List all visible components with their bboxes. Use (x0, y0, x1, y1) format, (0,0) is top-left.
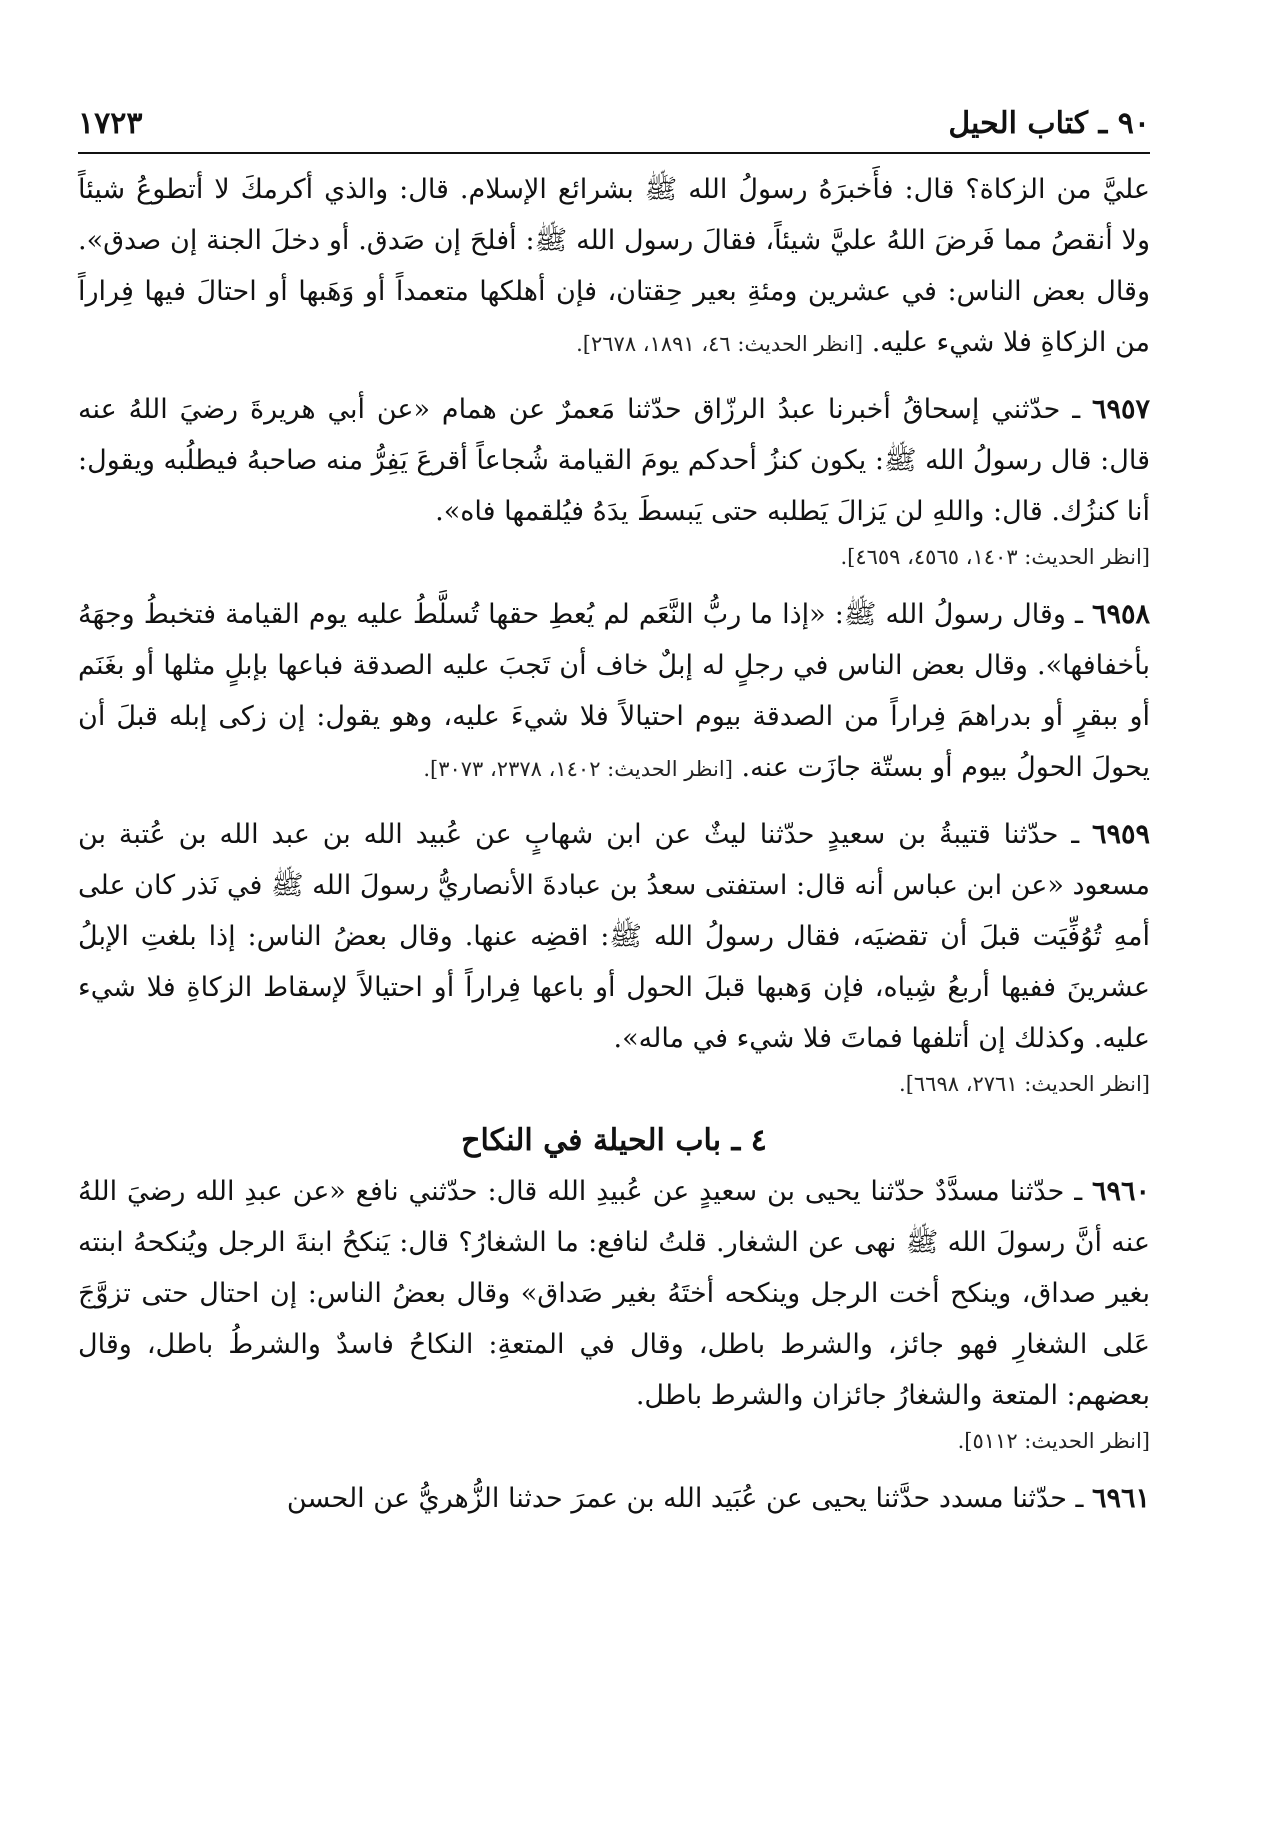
page-number: ١٧٢٣ (78, 106, 143, 141)
paragraph-continuation (78, 164, 1150, 370)
hadith-6961 (78, 1473, 1150, 1524)
paragraph-text: عليَّ من الزكاة؟ قال: فأَخبرَهُ رسولُ الله ﷺ بشرائع الإسلام. قال: والذي أكرمكَ لا أتطوعُ شيئاً ولا أنقصُ مما فَرضَ اللهُ عليَّ شيئاً، فقالَ رسول الله ﷺ: أفلحَ إن صَدق. أو دخلَ الجنة إن صدق». وقال بعض الناس: في عشرين ومئةِ بعير حِقتان، فإن أهلكها متعمداً أو وَهَبها أو احتالَ فيها فِراراً من الزكاةِ فلا شيء عليه. (78, 174, 1150, 358)
hadith-reference: [انظر الحديث: ٤٦، ١٨٩١، ٢٦٧٨]. (576, 332, 864, 356)
hadith-6960 (78, 1166, 1150, 1421)
page-header (78, 100, 1150, 154)
hadith-text: ـ حدّثني إسحاقُ أخبرنا عبدُ الرزّاق حدّثنا مَعمرٌ عن همام «عن أبي هريرةَ رضيَ اللهُ عنه قال: قال رسولُ الله ﷺ: يكون كنزُ أحدكم يومَ القيامة شُجاعاً أقرعَ يَفِرُّ منه صاحبهُ فيطلُبه ويقول: أنا كنزُك. قال: واللهِ لن يَزالَ يَطلبه حتى يَبسطَ يدَهُ فيُلقمها فاه». (78, 394, 1150, 527)
hadith-reference: [انظر الحديث: ١٤٠٢، ٢٣٧٨، ٣٠٧٣]. (423, 757, 733, 781)
hadith-6959 (78, 809, 1150, 1064)
hadith-number: ٦٩٥٩ (1091, 819, 1150, 850)
chapter-header-title: ٩٠ ـ كتاب الحيل (948, 106, 1150, 141)
hadith-6957 (78, 384, 1150, 537)
book-page (78, 100, 1150, 1524)
hadith-reference: [انظر الحديث: ٢٧٦١، ٦٦٩٨]. (899, 1072, 1150, 1096)
hadith-number: ٦٩٥٨ (1091, 599, 1150, 630)
hadith-text: ـ وقال رسولُ الله ﷺ: «إذا ما ربُّ النَّعَم لم يُعطِ حقها تُسلَّطُ عليه يوم القيامة فتخبطُ وجهَهُ بأخفافها». وقال بعض الناس في رجلٍ له إبلٌ خاف أن تَجبَ عليه الصدقة فباعها بإبلٍ مثلها أو بغَنَم أو ببقرٍ أو بدراهمَ فِراراً من الصدقة بيوم احتيالاً فلا شيءَ عليه، وهو يقول: إن زكى إبله قبلَ أن يحولَ الحولُ بيوم أو بستّة جازَت عنه. (78, 599, 1150, 783)
hadith-number: ٦٩٥٧ (1091, 394, 1150, 425)
hadith-reference: [انظر الحديث: ١٤٠٣، ٤٥٦٥، ٤٦٥٩]. (840, 545, 1150, 569)
hadith-number: ٦٩٦١ (1091, 1483, 1150, 1514)
hadith-6958 (78, 589, 1150, 795)
hadith-text: ـ حدّثنا مسدَّدٌ حدّثنا يحيى بن سعيدٍ عن عُبيدِ الله قال: حدّثني نافع «عن عبدِ الله رضيَ اللهُ عنه أنَّ رسولَ الله ﷺ نهى عن الشغار. قلتُ لنافع: ما الشغارُ؟ قال: يَنكحُ ابنةَ الرجل ويُنكحهُ ابنته بغير صداق، وينكح أخت الرجل وينكحه أختَهُ بغير صَداق» وقال بعضُ الناس: إن احتال حتى تزوَّجَ عَلى الشغارِ فهو جائز، والشرط باطل، وقال في المتعةِ: النكاحُ فاسدٌ والشرطُ باطل، وقال بعضهم: المتعة والشغارُ جائزان والشرط باطل. (78, 1176, 1150, 1411)
hadith-number: ٦٩٦٠ (1091, 1176, 1150, 1207)
chapter-heading: ٤ ـ باب الحيلة في النكاح (461, 1123, 767, 1158)
page-content (78, 164, 1150, 1524)
hadith-reference: [انظر الحديث: ٥١١٢]. (957, 1429, 1150, 1453)
hadith-text: ـ حدّثنا قتيبةُ بن سعيدٍ حدّثنا ليثٌ عن ابن شهابٍ عن عُبيد الله بن عبد الله بن عُتبة بن مسعود «عن ابن عباس أنه قال: استفتى سعدُ بن عبادةَ الأنصاريُّ رسولَ الله ﷺ في نَذر كان على أمهِ تُوُفِّيَت قبلَ أن تقضيَه، فقال رسولُ الله ﷺ: اقضِه عنها. وقال بعضُ الناس: إذا بلغتِ الإبلُ عشرينَ ففيها أربعُ شِياه، فإن وَهبها قبلَ الحول أو باعها فِراراً أو احتيالاً لإسقاط الزكاةِ فلا شيء عليه. وكذلك إن أتلفها فماتَ فلا شيء في ماله». (78, 819, 1150, 1054)
hadith-text: ـ حدّثنا مسدد حدَّثنا يحيى عن عُبَيد الله بن عمرَ حدثنا الزُّهريُّ عن الحسن (286, 1483, 1084, 1514)
